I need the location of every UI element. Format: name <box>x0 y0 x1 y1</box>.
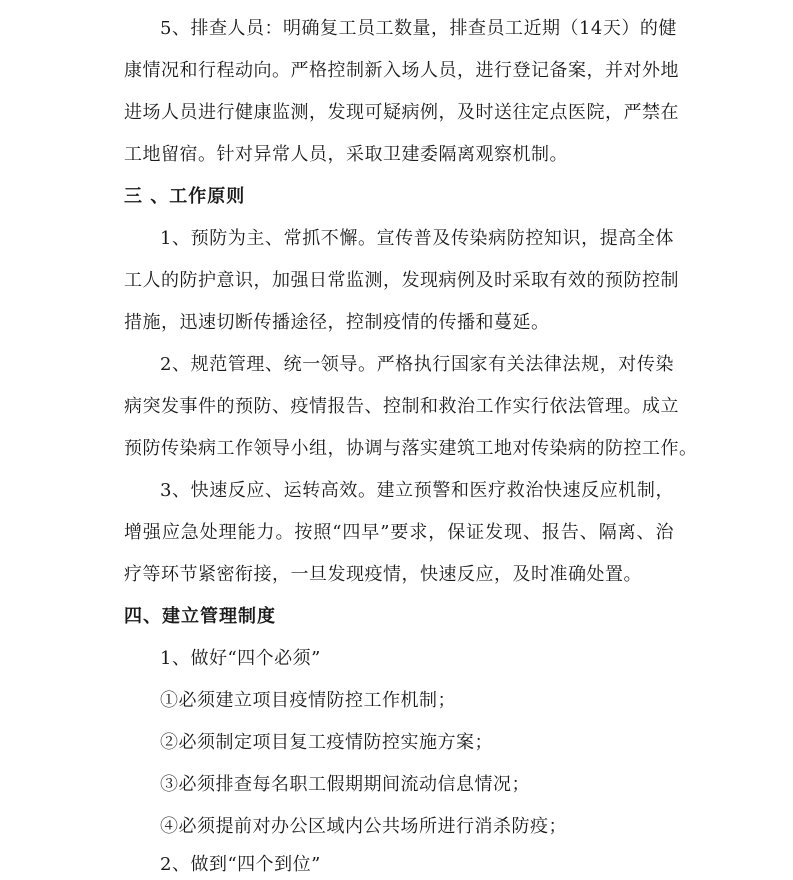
paragraph-line-9: 2、规范管理、统一领导。严格执行国家有关法律法规，对传染 <box>160 354 674 375</box>
list-item-must-3: ③必须排查每名职工假期期间流动信息情况； <box>160 774 530 795</box>
paragraph-line-3: 进场人员进行健康监测，发现可疑病例，及时送往定点医院，严禁在 <box>124 102 679 123</box>
list-item-must-1: ①必须建立项目疫情防控工作机制； <box>160 690 456 711</box>
section-heading-work-principles: 三 、工作原则 <box>124 186 246 207</box>
paragraph-line-1: 5、排查人员：明确复工员工数量，排查员工近期（14天）的健 <box>160 18 677 39</box>
paragraph-line-4: 工地留宿。针对异常人员，采取卫建委隔离观察机制。 <box>124 144 568 165</box>
paragraph-line-11: 预防传染病工作领导小组，协调与落实建筑工地对传染病的防控工作。 <box>124 438 698 459</box>
list-heading-four-in-place: 2、做到“四个到位” <box>160 854 321 875</box>
list-item-must-2: ②必须制定项目复工疫情防控实施方案； <box>160 732 493 753</box>
paragraph-line-8: 措施，迅速切断传播途径，控制疫情的传播和蔓延。 <box>124 312 550 333</box>
list-item-must-4: ④必须提前对办公区域内公共场所进行消杀防疫； <box>160 816 567 837</box>
paragraph-line-14: 疗等环节紧密衔接，一旦发现疫情，快速反应，及时准确处置。 <box>124 564 642 585</box>
paragraph-line-12: 3、快速反应、运转高效。建立预警和医疗救治快速反应机制， <box>160 480 674 501</box>
list-heading-four-musts: 1、做好“四个必须” <box>160 648 321 669</box>
paragraph-line-6: 1、预防为主、常抓不懈。宣传普及传染病防控知识，提高全体 <box>160 228 674 249</box>
paragraph-line-2: 康情况和行程动向。严格控制新入场人员，进行登记备案，并对外地 <box>124 60 679 81</box>
paragraph-line-7: 工人的防护意识，加强日常监测，发现病例及时采取有效的预防控制 <box>124 270 679 291</box>
paragraph-line-13: 增强应急处理能力。按照“四早”要求，保证发现、报告、隔离、治 <box>124 522 674 543</box>
paragraph-line-10: 病突发事件的预防、疫情报告、控制和救治工作实行依法管理。成立 <box>124 396 679 417</box>
section-heading-management-system: 四、建立管理制度 <box>124 606 276 627</box>
